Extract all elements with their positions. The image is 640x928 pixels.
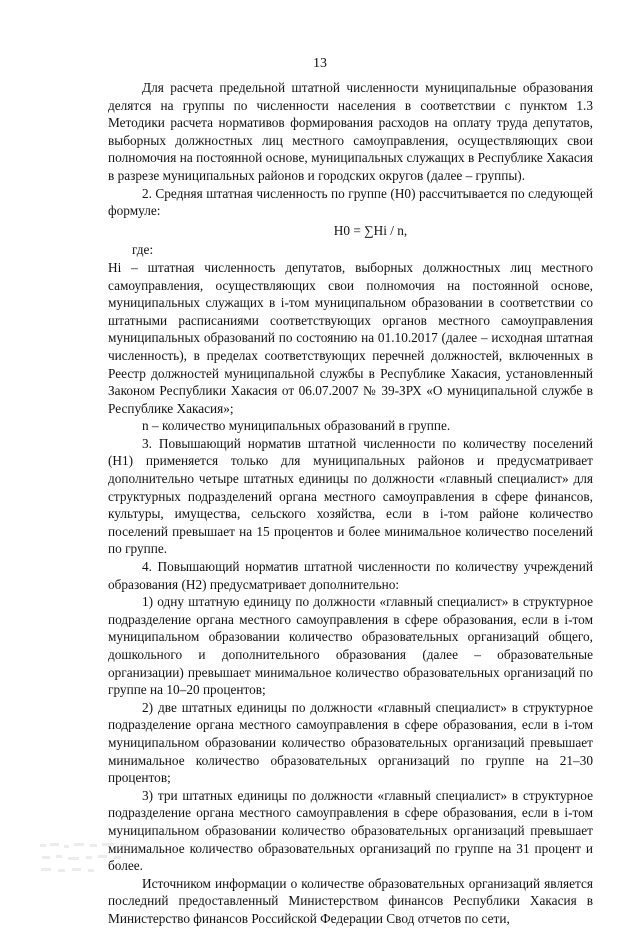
faint-stamp-mark xyxy=(38,838,138,878)
list-item-3: 3) три штатных единицы по должности «главный специалист» в структурное подразделение органа местного самоуправления в сфере образования, если в i-том муниципальном образовании количество образовательных организаций превышает минимальное количество образовательных организаций по группе на 31 процент и более. xyxy=(108,787,593,874)
paragraph-n-definition: n – количество муниципальных образований в группе. xyxy=(142,418,451,434)
paragraph-groups: Для расчета предельной штатной численности муниципальные образования делятся на группы по численности населения в соответствии с пунктом 1.3 Методики расчета нормативов формирования расходов на оплату труда депутатов, выборных должностных лиц местного самоуправления, осуществляющих свои полномочия на постоянной основе, муниципальных служащих в Республике Хакасия в разрезе муниципальных районов и городских округов (далее – группы). xyxy=(108,80,593,183)
paragraph-info-source: Источником информации о количестве образовательных организаций является последний предоставленный Министерством финансов Республики Хакасия в Министерство финансов Российской Федерации Свод отчетов по сети, xyxy=(108,875,593,926)
list-item-1: 1) одну штатную единицу по должности «главный специалист» в структурное подразделение органа местного самоуправления в сфере образования, если в i-том муниципальном образовании количество образовательных организаций общего, дошкольного и дополнительного образования (далее – образовательные организации) превышает минимальное количество образовательных организаций по группе на 10–20 процентов; xyxy=(108,594,593,698)
formula-h0: Н0 = ∑Нi / n, xyxy=(333,222,408,238)
formula-where: где: xyxy=(132,242,154,258)
document-body xyxy=(108,79,593,928)
page-number: 13 xyxy=(313,56,327,71)
paragraph-hi-definition: Нi – штатная численность депутатов, выборных должностных лиц местного самоуправления, осуществляющих свои полномочия на постоянной основе, муниципальных служащих в i-том муниципальном образовании в соответствии со штатными расписаниями соответствующих органов местного самоуправления муниципальных образований по состоянию на 01.10.2017 (далее – исходная штатная численность), в пределах соответствующих перечней должностей, включенных в Реестр должностей муниципальной службы в Республике Хакасия, установленный Законом Республики Хакасия от 06.07.2007 № 39-ЗРХ «О муниципальной службе в Республике Хакасия»; xyxy=(108,259,593,416)
list-item-2: 2) две штатных единицы по должности «главный специалист» в структурное подразделение органа местного самоуправления в сфере образования, если в i-том муниципальном образовании количество образовательных организаций превышает минимальное количество образовательных организаций по группе на 21–30 процентов; xyxy=(108,699,593,786)
paragraph-average-staff: 2. Средняя штатная численность по группе (Н0) рассчитывается по следующей формуле: xyxy=(108,185,593,219)
paragraph-h1-norm: 3. Повышающий норматив штатной численности по количеству поселений (Н1) применяется только для муниципальных районов и предусматривает дополнительно четыре штатных единицы по должности «главный специалист» для структурных подразделений органа местного самоуправления в сфере финансов, культуры, имущества, сельского хозяйства, если в i-том районе количество поселений превышает на 15 процентов и более минимальное количество поселений по группе. xyxy=(108,435,593,557)
paragraph-h2-norm: 4. Повышающий норматив штатной численности по количеству учреждений образования (Н2) предусматривает дополнительно: xyxy=(108,559,593,592)
